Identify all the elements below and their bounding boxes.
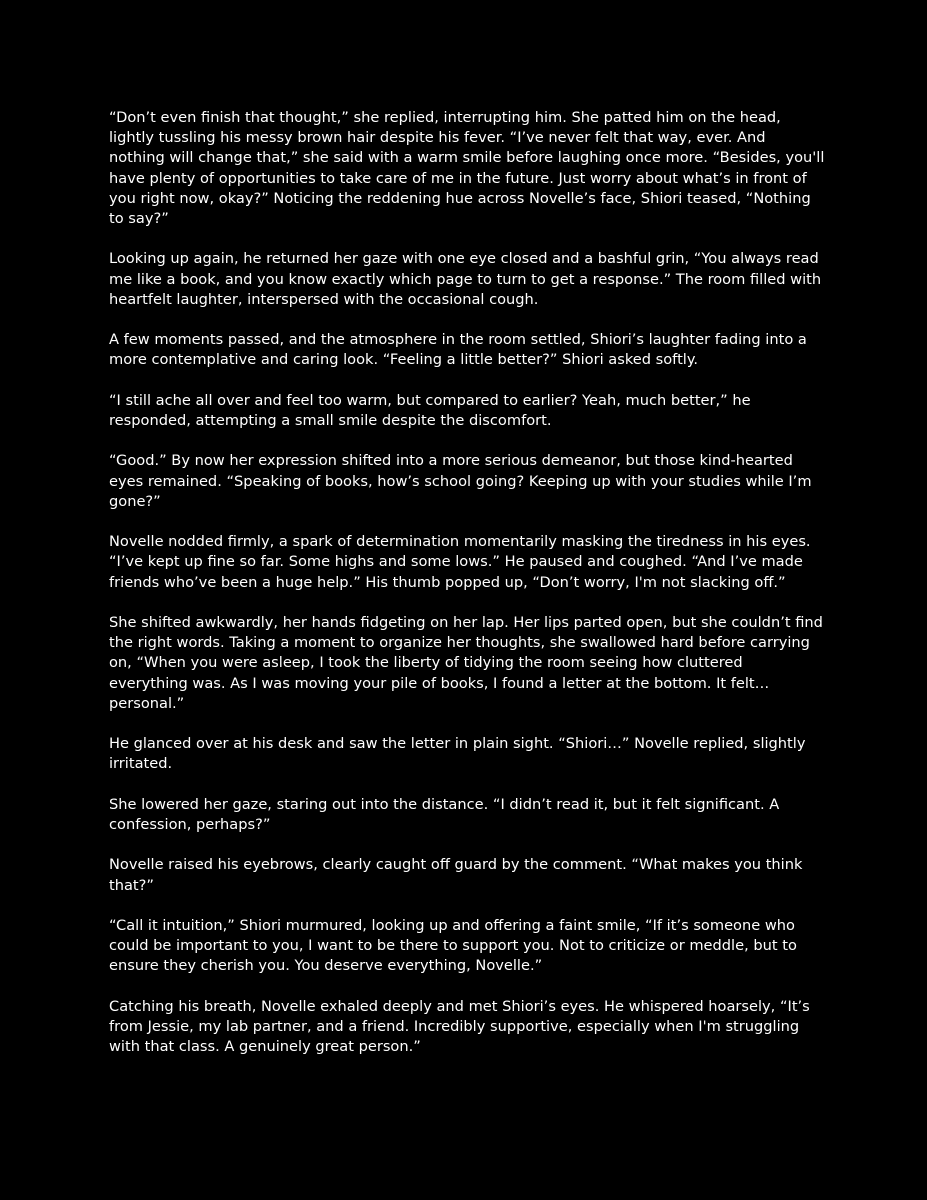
paragraph-4: “I still ache all over and feel too warm, but compared to earlier? Yeah, much better,” he responded, attempting a small smile despite the discomfort. — [109, 391, 751, 429]
paragraph-6: Novelle nodded firmly, a spark of determination momentarily masking the tiredness in his eyes. “I’ve kept up fine so far. Some highs and some lows.” He paused and coughed. “And I’ve made friends who’ve been a huge help.” His thumb popped up, “Don’t worry, I'm not slacking off.” — [109, 533, 811, 591]
paragraph-8: He glanced over at his desk and saw the letter in plain sight. “Shiori…” Novelle replied, slightly irritated. — [109, 735, 806, 773]
paragraph-10: Novelle raised his eyebrows, clearly caught off guard by the comment. “What makes you think that?” — [109, 856, 803, 894]
paragraph-1: “Don’t even finish that thought,” she replied, interrupting him. She patted him on the head, lightly tussling his messy brown hair despite his fever. “I’ve never felt that way, ever. And nothing will change that,” she said with a warm smile before laughing once more. “Besides, you'll have plenty of opportunities to take care of me in the future. Just worry about what’s in front of you right now, okay?” Noticing the reddening hue across Novelle’s face, Shiori teased, “Nothing to say?” — [109, 109, 825, 228]
story-text — [109, 108, 825, 1078]
paragraph-5: “Good.” By now her expression shifted into a more serious demeanor, but those kind-hearted eyes remained. “Speaking of books, how’s school going? Keeping up with your studies while I’m gone?” — [109, 452, 812, 510]
paragraph-9: She lowered her gaze, staring out into the distance. “I didn’t read it, but it felt significant. A confession, perhaps?” — [109, 795, 780, 833]
paragraph-12: Catching his breath, Novelle exhaled deeply and met Shiori’s eyes. He whispered hoarsely, “It’s from Jessie, my lab partner, and a friend. Incredibly supportive, especially when I'm struggling with that class. A genuinely great person.” — [109, 997, 810, 1056]
paragraph-3: A few moments passed, and the atmosphere in the room settled, Shiori’s laughter fading into a more contemplative and caring look. “Feeling a little better?” Shiori asked softly. — [109, 331, 807, 369]
paragraph-2: Looking up again, he returned her gaze with one eye closed and a bashful grin, “You always read me like a book, and you know exactly which page to turn to get a response.” The room filled with heartfelt laughter, interspersed with the occasional cough. — [109, 250, 822, 308]
paragraph-11: “Call it intuition,” Shiori murmured, looking up and offering a faint smile, “If it’s someone who could be important to you, I want to be there to support you. Not to criticize or meddle, but to ensure they cherish you. You deserve everything, Novelle.” — [109, 916, 797, 975]
paragraph-7: She shifted awkwardly, her hands fidgeting on her lap. Her lips parted open, but she couldn’t find the right words. Taking a moment to organize her thoughts, she swallowed hard before carrying on, “When you were asleep, I took the liberty of tidying the room seeing how cluttered everything was. As I was moving your pile of books, I found a letter at the bottom. It felt… personal.” — [109, 613, 823, 712]
